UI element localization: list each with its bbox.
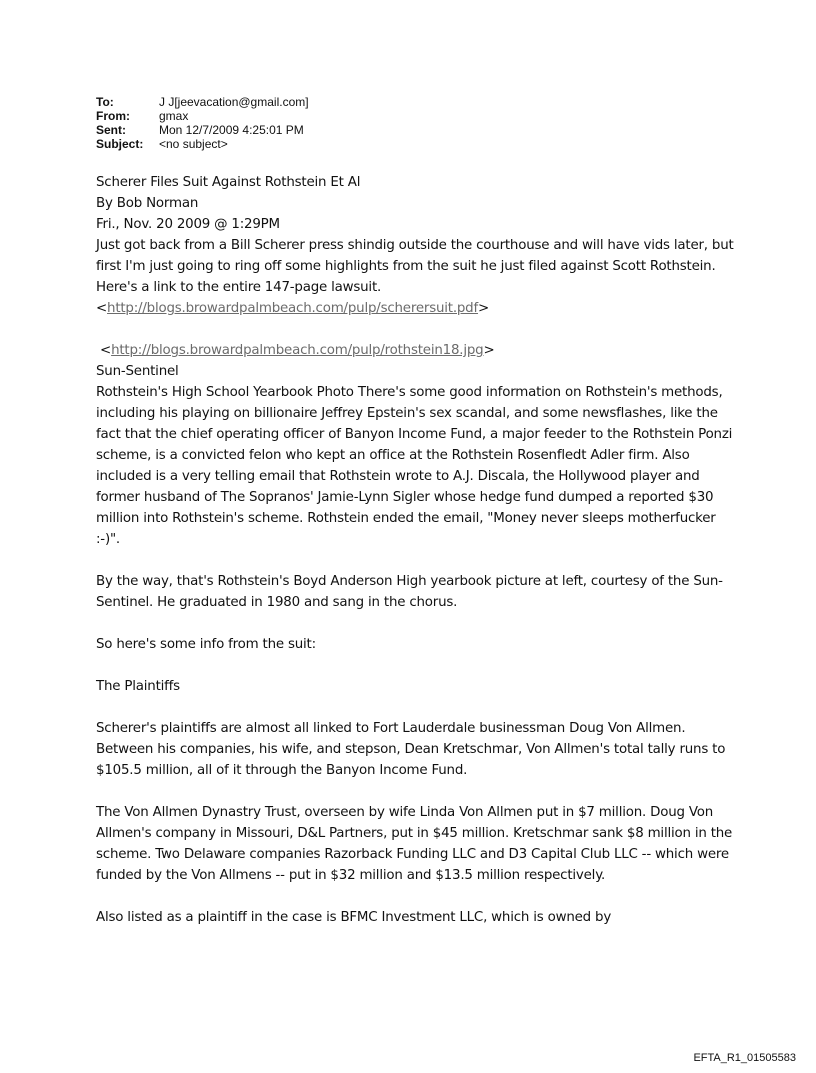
sent-label: Sent: — [96, 123, 126, 137]
subject-row — [96, 137, 309, 151]
lawsuit-link[interactable]: http://blogs.browardpalmbeach.com/pulp/scherersuit.pdf — [107, 301, 479, 316]
photo-credit: Sun-Sentinel — [96, 364, 179, 379]
paragraph-1: Rothstein's High School Yearbook Photo There's some good information on Rothstein's methods, including his playing on billionaire Jeffrey Epstein's sex scandal, and some newsflashes, like the fact that the chief operating officer of Banyon Income Fund, a major feeder to the Rothstein Ponzi scheme, is a convicted felon who kept an office at the Rothstein Rosenfledt Adler firm. Also included is a very telling email that Rothstein wrote to A.J. Discala, the Hollywood player and former husband of The Sopranos' Jamie-Lynn Sigler whose hedge fund dumped a reported $30 million into Rothstein's scheme. Rothstein ended the email, "Money never sleeps motherfucker :-)". — [96, 385, 733, 547]
from-row — [96, 109, 309, 123]
subject-value: <no subject> — [159, 137, 228, 151]
photo-link-line: <http://blogs.browardpalmbeach.com/pulp/rothstein18.jpg> — [96, 343, 495, 358]
article-intro: Just got back from a Bill Scherer press shindig outside the courthouse and will have vids later, but first I'm just going to ring off some highlights from the suit he just filed against Scott Rothstein. Here's a link to the entire 147-page lawsuit. — [96, 238, 734, 295]
document-id: EFTA_R1_01505583 — [693, 1052, 796, 1064]
to-row — [96, 95, 309, 109]
subject-label: Subject: — [96, 137, 144, 151]
sent-row — [96, 123, 309, 137]
to-label: To: — [96, 95, 114, 109]
photo-link[interactable]: http://blogs.browardpalmbeach.com/pulp/rothstein18.jpg — [111, 343, 484, 358]
paragraph-5: The Von Allmen Dynastry Trust, overseen by wife Linda Von Allmen put in $7 million. Doug Von Allmen's company in Missouri, D&L Partners, put in $45 million. Kretschmar sank $8 million in the scheme. Two Delaware companies Razorback Funding LLC and D3 Capital Club LLC -- which were funded by the Von Allmens -- put in $32 million and $13.5 million respectively. — [96, 805, 733, 883]
article-byline: By Bob Norman — [96, 196, 199, 211]
paragraph-2: By the way, that's Rothstein's Boyd Anderson High yearbook picture at left, courtesy of the Sun-Sentinel. He graduated in 1980 and sang in the chorus. — [96, 574, 723, 610]
sent-value: Mon 12/7/2009 4:25:01 PM — [159, 123, 304, 137]
paragraph-6: Also listed as a plaintiff in the case is BFMC Investment LLC, which is owned by — [96, 910, 612, 925]
paragraph-4: Scherer's plaintiffs are almost all linked to Fort Lauderdale businessman Doug Von Allmen. Between his companies, his wife, and stepson, Dean Kretschmar, Von Allmen's total tally runs to $105.5 million, all of it through the Banyon Income Fund. — [96, 721, 726, 778]
to-value: J J[jeevacation@gmail.com] — [159, 95, 309, 109]
from-value: gmax — [159, 109, 189, 123]
article-dateline: Fri., Nov. 20 2009 @ 1:29PM — [96, 217, 280, 232]
article-title: Scherer Files Suit Against Rothstein Et Al — [96, 175, 361, 190]
section-heading: The Plaintiffs — [96, 679, 180, 694]
email-body — [96, 172, 736, 928]
from-label: From: — [96, 109, 130, 123]
paragraph-3: So here's some info from the suit: — [96, 637, 316, 652]
email-header — [96, 95, 309, 151]
lawsuit-link-line: <http://blogs.browardpalmbeach.com/pulp/scherersuit.pdf> — [96, 301, 490, 316]
